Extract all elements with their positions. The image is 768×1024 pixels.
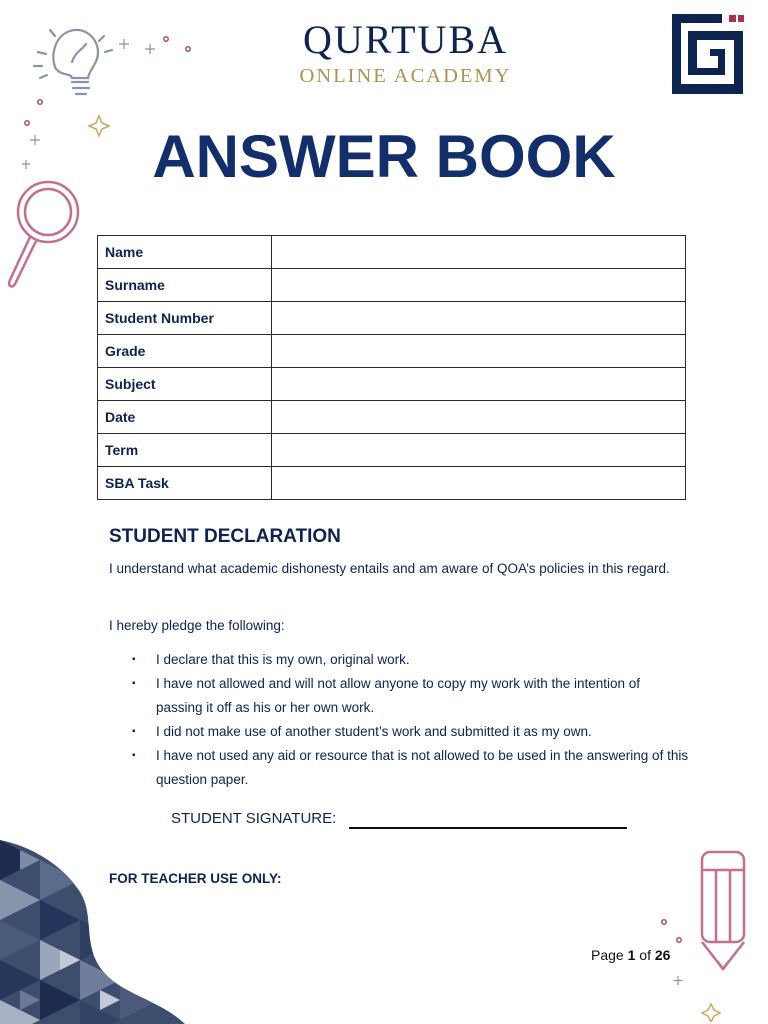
page-title: ANSWER BOOK xyxy=(152,123,616,190)
row-label: SBA Task xyxy=(98,467,272,500)
pledge-text: I declare that this is my own, original work. xyxy=(156,652,410,667)
triangle-mosaic-pattern xyxy=(0,840,185,1024)
bullet-icon: ▪ xyxy=(132,678,136,689)
pledge-intro: I hereby pledge the following: xyxy=(109,618,285,633)
bullet-icon: ▪ xyxy=(132,750,136,761)
bullet-icon: ▪ xyxy=(132,726,136,737)
list-item xyxy=(109,720,689,744)
table-row xyxy=(98,368,686,401)
row-label: Student Number xyxy=(98,302,272,335)
page-separator: of xyxy=(635,947,655,963)
declaration-intro: I understand what academic dishonesty entails and am aware of QOA’s policies in this regard. xyxy=(109,561,670,576)
row-value-field[interactable] xyxy=(272,467,686,500)
student-info-table xyxy=(97,235,686,500)
row-label: Grade xyxy=(98,335,272,368)
signature-line[interactable] xyxy=(349,827,627,829)
table-row xyxy=(98,269,686,302)
bullet-icon: ▪ xyxy=(132,654,136,665)
teacher-use-label: FOR TEACHER USE ONLY: xyxy=(109,871,282,886)
page-total: 26 xyxy=(654,947,671,963)
declaration-heading: STUDENT DECLARATION xyxy=(109,526,341,547)
row-value-field[interactable] xyxy=(272,269,686,302)
row-value-field[interactable] xyxy=(272,434,686,467)
pledge-text: I have not used any aid or resource that is not allowed to be used in the answering of this question paper. xyxy=(156,748,689,787)
table-row xyxy=(98,302,686,335)
signature-label: STUDENT SIGNATURE: xyxy=(171,810,337,827)
pledge-text: I have not allowed and will not allow anyone to copy my work with the intention of passing it off as his or her own work. xyxy=(156,676,641,715)
row-label: Date xyxy=(98,401,272,434)
row-label: Surname xyxy=(98,269,272,302)
row-label: Name xyxy=(98,236,272,269)
row-label: Term xyxy=(98,434,272,467)
row-value-field[interactable] xyxy=(272,335,686,368)
table-row xyxy=(98,335,686,368)
page-prefix: Page xyxy=(591,947,628,963)
academy-logo-icon xyxy=(672,14,744,94)
brand-subtitle: ONLINE ACADEMY xyxy=(299,65,512,87)
row-value-field[interactable] xyxy=(272,236,686,269)
row-value-field[interactable] xyxy=(272,368,686,401)
table-row xyxy=(98,467,686,500)
row-value-field[interactable] xyxy=(272,401,686,434)
pledge-list xyxy=(109,648,689,792)
list-item xyxy=(109,744,689,792)
pledge-text: I did not make use of another student’s work and submitted it as my own. xyxy=(156,724,592,739)
table-row xyxy=(98,401,686,434)
magnifying-glass-icon xyxy=(0,176,90,296)
pencil-icon xyxy=(655,846,760,1022)
list-item xyxy=(109,672,689,720)
row-label: Subject xyxy=(98,368,272,401)
table-row xyxy=(98,434,686,467)
list-item xyxy=(109,648,689,672)
brand-name: QURTUBA xyxy=(303,17,508,62)
row-value-field[interactable] xyxy=(272,302,686,335)
table-row xyxy=(98,236,686,269)
page-current: 1 xyxy=(627,947,636,963)
